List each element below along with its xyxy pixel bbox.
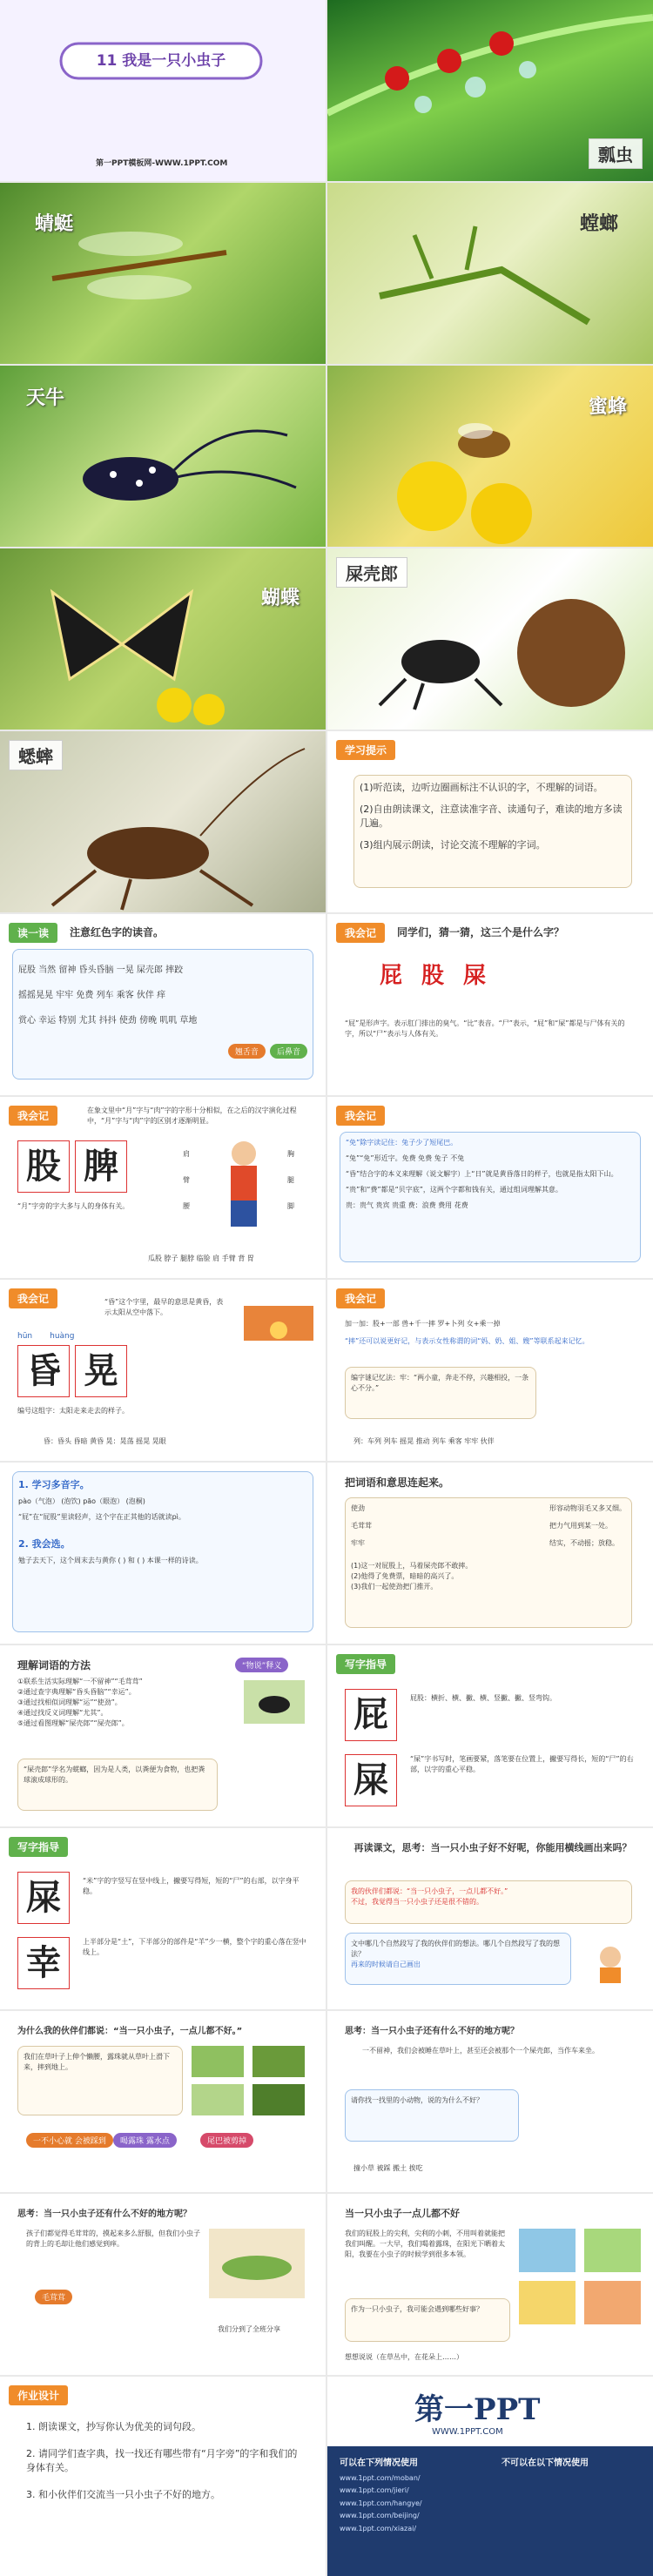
slide-guess[interactable] [327,914,653,1095]
homework-item: 1. 朗读课文，抄写你认为优美的词句段。 [26,2421,201,2432]
tip-item: (2)自由朗读课文，注意读准字音、读通句子，难读的地方多读几遍。 [360,803,623,829]
guess-header: 同学们，猜一猜，这三个是什么字？ [397,926,565,938]
write2-char: 幸 [17,1937,70,1989]
brand-right-title: 不可以在以下情况使用 [502,2458,589,2468]
why1-tag: 喝露珠 露水点 [113,2133,177,2148]
memo1-foot: “月”字旁的字大多与人的身体有关。 [17,1202,130,1210]
match-title: 把词语和意思连起来。 [345,1476,450,1489]
bodypart: 臂 [183,1176,190,1184]
slide-match[interactable] [327,1463,653,1644]
slide-write2[interactable] [0,1828,326,2009]
match-example: (2)他得了免费票，暗暗的高兴了。 [351,1572,459,1580]
multi-t2: 2. 我会选。 [18,1538,71,1550]
brand-left-title: 可以在下列情况使用 [340,2458,418,2468]
reread-p2: 不过，我觉得当一只小虫子还是很不错的。 [351,1898,483,1906]
match-right[interactable]: 结实，不动摇；放稳。 [549,1539,619,1547]
tip-item: (1)听范读，边听边圈画标注不认识的字，不理解的词语。 [360,782,603,793]
reread-tip-panel [345,1933,571,1985]
memo2-item: “兔”“免”形近字。免费 免费 兔子 不兔 [346,1154,465,1162]
caterpillar-icon [209,2229,305,2298]
memo3-pinyin: hūn [17,1332,33,1341]
insect-label-dungbeetle: 屎壳郎 [336,557,407,588]
memo1-badge: 我会记 [9,1106,57,1126]
sunset-icon [244,1306,313,1341]
memo4-panel [345,1367,536,1419]
slide-memo2[interactable] [327,1097,653,1278]
match-panel [345,1497,632,1628]
write1-char: 屎 [345,1754,397,1806]
photo-thumbs-icon [192,2046,305,2115]
method-title: 理解词语的方法 [17,1659,91,1671]
why1-panel [17,2046,183,2115]
boy-icon [209,1136,279,1241]
method-note: “屎壳郎”学名为蜣螂，因为是人类，以粪便为食物，也把粪球滚成球形的。 [24,1766,205,1784]
multi-title: 1. 学习多音字。 [18,1479,90,1490]
slide-read[interactable] [0,914,326,1095]
why1-tag: 尾巴被剪掉 [200,2133,253,2148]
think2-tag: 毛茸茸 [35,2290,72,2304]
match-left[interactable]: 牢牢 [351,1539,365,1547]
why1-title: 为什么我的伙伴们都说：“当一只小虫子，一点儿都不好。” [17,2027,243,2036]
insect-label-bee: 蜜蜂 [588,395,627,418]
memo4-line: 编字谜记忆法：牢：“两小童，奔走不停，兴趣相投，一条心不分。” [351,1374,529,1392]
method-note-panel [17,1759,218,1811]
insect-label-dragonfly: 蜻蜓 [35,212,74,235]
slide-memo1[interactable] [0,1097,326,1278]
memo1-char: 股 [17,1140,70,1193]
read-line: 屁股 当然 留神 昏头昏脑 一晃 屎壳郎 摔跤 [18,965,184,975]
memo2-item: “昏”结合字的本义来理解（说文解字）上“日”就是黄昏落日的样子，也就是指太阳下山。 [346,1170,618,1178]
bodypart: 肩 [183,1150,190,1158]
tip-item: (3)组内展示朗读，讨论交流不理解的字词。 [360,838,546,851]
multi-p1: pào（气泡） (泡饮) pāo（眼泡） (泡桐) [18,1497,145,1505]
memo1-char: 脾 [75,1140,127,1193]
brand-logo: 第一PPT [414,2392,541,2427]
lesson-title: 11 我是一只小虫子 [96,52,226,70]
memo2-panel [340,1132,641,1262]
slide-dragonfly[interactable] [0,183,326,364]
slide-write1[interactable] [327,1645,653,1826]
good-p: 我们的屁股上的尖利，尖利的小刺，不用叫着就能把我们叫醒。一大早，我们喝着露珠，在阳光下晒着太阳，我要在小虫子的时候学到很多本领。 [345,2230,505,2258]
homework-badge: 作业设计 [9,2385,68,2405]
why1-p: 我们在草叶子上伸个懒腰，露珠就从草叶上滑下来，摔到地上。 [24,2053,170,2071]
slide-brand[interactable] [327,2377,653,2576]
memo3-badge: 我会记 [9,1288,57,1308]
slide-memo4[interactable] [327,1280,653,1461]
memo3-char: 昏 [17,1345,70,1397]
guess-char: 屁 [380,963,403,989]
insect-label-butterfly: 蝴蝶 [260,587,300,609]
reread-tip: 文中哪几个自然段写了我的伙伴们的想法。哪几个自然段写了我的想法？ [351,1940,560,1958]
tips-panel [353,775,632,888]
memo3-char: 晃 [75,1345,127,1397]
slide-study-tips[interactable] [327,731,653,912]
guess-char: 屎 [463,963,487,989]
brand-link[interactable]: www.1ppt.com/hangye/ [340,2499,422,2507]
guess-badge: 我会记 [336,923,385,943]
brand-link[interactable]: www.1ppt.com/beijing/ [340,2512,420,2520]
memo1-tags: 瓜股 脖子 腿脖 临脸 肩 手臂 背 胃 [148,1254,254,1262]
method-item: ②通过查字典理解“昏头昏脑”“幸运”。 [17,1688,136,1696]
pill-nasal: 后鼻音 [270,1044,307,1059]
guess-note: “屁”是形声字。表示肛门排出的臭气。“比”表音。“尸”表示，“屁”和“屎”都是与尸体有关的字，所以“尸”表示与人体有关。 [345,1019,625,1038]
brand-link[interactable]: www.1ppt.com/jieri/ [340,2486,409,2495]
write1-text: 屁股：横折、横、撇、横、竖撇、撇、竖弯钩。 [410,1694,556,1702]
beetle-thumb-icon [244,1680,305,1724]
good-hint: 作为一只小虫子，我可能会遇到哪些好事？ [351,2305,483,2313]
slide-butterfly[interactable] [0,548,326,730]
read-panel [12,949,313,1079]
good-hint-panel [345,2298,510,2342]
insect-label-longhorn: 天牛 [26,387,65,409]
tips-badge: 学习提示 [336,740,395,760]
memo3-foot: 编号这组字：太阳走来走去的样子。 [17,1407,129,1415]
write2-char: 屎 [17,1872,70,1924]
think2-sub: 我们分到了全班分享 [218,2325,280,2333]
slide-multi[interactable] [0,1463,326,1644]
multi-p2: “屁”在“屁股”里读轻声，这个字在正其他的话就读pì。 [18,1513,185,1521]
memo2-words: 贵：贵气 贵宾 贵重 费：浪费 费用 花费 [346,1201,468,1209]
brand-link[interactable]: www.1ppt.com/xiazai/ [340,2524,417,2532]
multi-p3: 勉子去天下，这个周末去与黄你 ( ) 和 ( ) 本课一样的诗读。 [18,1557,203,1564]
multi-panel [12,1471,313,1632]
read-line: 摇摇晃晃 牢牢 免费 列车 乘客 伙伴 痒 [18,991,166,1000]
title-bg [0,0,326,181]
slide-memo3[interactable] [0,1280,326,1461]
write1-text: “屎”字书写时，笔画要紧，落笔要在位置上，撇要写得长，短的“尸”的右部，以字的重心平稳。 [410,1755,634,1773]
read-header: 注意红色字的读音。 [70,926,165,938]
homework-item: 2. 请同学们查字典，找一找还有哪些带有“月字旁”的字和我们的身体有关。 [26,2447,298,2473]
bodypart: 脚 [287,1202,294,1210]
slide-title[interactable] [0,0,326,181]
write1-char: 屁 [345,1689,397,1741]
reread-p1: 我的伙伴们都说：“当一只小虫子，一点儿都不好。” [351,1887,508,1895]
reread-title: 再读课文，思考：当一只小虫子好不好呢，你能用横线画出来吗？ [353,1842,632,1853]
think1-title: 思考：当一只小虫子还有什么不好的地方呢？ [345,2027,519,2036]
watermark-text: 第一PPT模板网-WWW.1PPT.COM [96,159,228,168]
think2-p: 孩子们都觉得毛茸茸的，摸起来多么舒服，但我们小虫子的背上的毛却让他们感觉到痒。 [26,2230,200,2248]
match-example: (1)这一对屁股上，马着屎壳郎不敢摔。 [351,1562,473,1570]
insect-label-mantis: 螳螂 [579,212,618,235]
match-left[interactable]: 使劲 [351,1504,365,1512]
reread-panel [345,1880,632,1924]
write2-text: “米”字的字竖写在竖中线上，撇要写得短，短的“尸”的右部，以字身平稳。 [83,1877,300,1895]
memo4-badge: 我会记 [336,1288,385,1308]
memo3-tags: 昏：昏头 昏暗 黄昏 晃：晃荡 摇晃 晃眼 [44,1437,166,1445]
insect-label-cricket: 蟋蟀 [9,740,63,770]
match-example: (3)我们一起使劲把门推开。 [351,1583,438,1591]
think1-hint: 请你找一找里的小动物，说的为什么不好？ [351,2096,483,2104]
brand-url[interactable]: WWW.1PPT.COM [432,2427,503,2437]
slide-cricket[interactable] [0,731,326,912]
memo2-item: “贵”和“费”都是“贝字底”，这两个字都和钱有关，通过组词理解其意。 [346,1186,562,1194]
slide-good[interactable] [327,2194,653,2375]
homework-item: 3. 和小伙伴们交流当一只小虫子不好的地方。 [26,2488,220,2500]
think2-title: 思考：当一只小虫子还有什么不好的地方呢？ [17,2209,192,2219]
slide-dungbeetle[interactable] [327,548,653,730]
write2-text: 上半部分是“土”，下半部分的部件是“羊”少一横，整个字的重心落在竖中线上。 [83,1938,306,1956]
bodypart: 腿 [287,1176,294,1184]
slide-bee[interactable] [327,366,653,547]
memo4-line: “摔”还可以说更好记，与表示女性称谓的词“妈、奶、姐、嫂”等联系起来记忆。 [345,1337,589,1345]
good-foot: 想想说说（在草丛中，在花朵上……） [345,2353,463,2361]
write1-badge: 写字指导 [336,1654,395,1674]
why1-tag: 一不小心就 会被踩到 [26,2133,113,2148]
memo1-intro: 在象文里中“月”字与“肉”字的字形十分相似，在之后的汉字演化过程中，“月”字与“肉”字的区别才逐渐明显。 [87,1106,297,1125]
bodypart: 腰 [183,1202,190,1210]
brand-link[interactable]: www.1ppt.com/moban/ [340,2474,421,2482]
memo4-tags: 列：车列 列车 摇晃 推动 列车 乘客 牢牢 伙伴 [353,1437,495,1445]
slide-homework[interactable] [0,2377,326,2576]
reread-sub: 再来的时候请自己画出 [351,1961,421,1968]
read-badge: 读一读 [9,923,57,943]
good-title: 当一只小虫子一点儿都不好 [345,2208,460,2219]
match-right[interactable]: 形容动物羽毛又多又细。 [549,1504,626,1512]
memo2-item: “免”除字读记住：兔子少了短尾巴。 [346,1139,458,1147]
method-label: “物说”释义 [235,1658,288,1672]
method-item: ③通过找相似词理解“运”“使劲”。 [17,1698,122,1706]
slide-method[interactable] [0,1645,326,1826]
slide-think2[interactable] [0,2194,326,2375]
insect-label-ladybug: 瓢虫 [589,138,643,169]
method-item: ①联系生活实际理解“一不留神”“毛茸茸” [17,1678,143,1685]
match-right[interactable]: 把力气用到某一处。 [549,1522,612,1530]
slide-ladybug[interactable] [327,0,653,181]
pill-retroflex: 翘舌音 [228,1044,266,1059]
guess-char: 股 [421,963,445,989]
think1-p: 一不留神，我们会被睡在草叶上，甚至还会被那个一个屎壳郎，当作车来坐。 [362,2047,599,2055]
memo4-line: 加一加：股+一部 兽+千一摔 罗+卜列 女+乘一掉 [345,1320,501,1328]
kid-icon [589,1941,632,1985]
slide-mantis[interactable] [327,183,653,364]
slide-think1[interactable] [327,2011,653,2192]
method-item: ④通过找反义词理解“尤其”。 [17,1709,108,1717]
read-line: 赏心 幸运 特别 尤其 抖抖 使劲 傍晚 叽叽 草地 [18,1016,198,1026]
write2-badge: 写字指导 [9,1837,68,1857]
bodypart: 胸 [287,1150,294,1158]
think1-tags: 撞小草 被踩 搬土 挨吃 [353,2164,423,2172]
method-item: ⑤通过看图理解“屎壳郎”“屎壳郎”。 [17,1719,129,1727]
think1-hint-panel [345,2089,519,2142]
butterfly-illustration [0,548,326,730]
slide-why1[interactable] [0,2011,326,2192]
memo2-badge: 我会记 [336,1106,385,1126]
scene-thumbs-icon [519,2229,641,2324]
match-left[interactable]: 毛茸茸 [351,1522,372,1530]
slide-longhorn[interactable] [0,366,326,547]
slide-reread[interactable] [327,1828,653,2009]
memo3-pinyin: huàng [50,1332,75,1341]
memo3-desc: “昏”这个字里，最早的意思是黄昏，表示太阳从空中落下。 [104,1298,224,1316]
